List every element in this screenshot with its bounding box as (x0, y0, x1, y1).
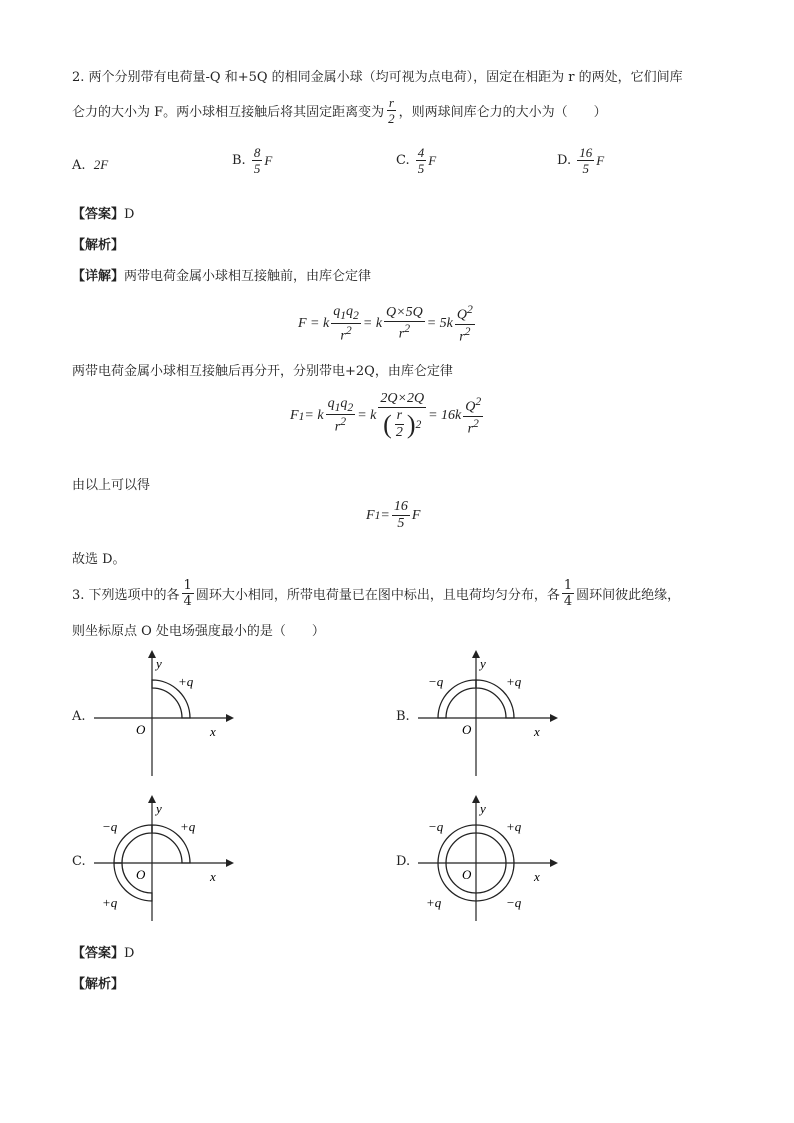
quarter-fraction (562, 579, 574, 608)
charge-label: +q (178, 674, 194, 689)
charge-label: +q (426, 895, 442, 910)
origin-label: O (136, 722, 146, 737)
y-axis-label: y (480, 801, 486, 816)
option-fraction (577, 146, 594, 175)
q2-answer (72, 203, 134, 222)
result-formula: F 1 = $\frac{16}{5}$ F (366, 499, 421, 531)
q3-answer (72, 942, 134, 961)
y-axis-label: y (480, 656, 486, 671)
answer-value: D (124, 207, 135, 222)
y-axis-arrow-icon (472, 650, 480, 658)
q2-distance-fraction (386, 96, 397, 125)
fraction-numerator: 1 (183, 578, 192, 593)
figure-d-label: D. (396, 854, 411, 869)
y-axis-label: y (156, 656, 162, 671)
x-axis-arrow-icon (550, 714, 558, 722)
charge-label: −q (102, 819, 118, 834)
option-label: A. (72, 158, 86, 173)
fraction-denominator: 5 (582, 161, 589, 176)
x-axis-label: x (210, 724, 216, 739)
fraction-numerator: 8 (253, 145, 261, 160)
fraction-denominator: 5 (417, 161, 425, 176)
charge-label: +q (180, 819, 196, 834)
y-axis-arrow-icon (472, 795, 480, 803)
q2-stem-line1: 2. 两个分别带有电荷量-Q 和+5Q 的相同金属小球（均可视为点电荷），固定在相距为 r 的两处，它们间库 (72, 70, 683, 85)
q2-conclusion-text: 由以上可以得 (72, 478, 151, 493)
x-axis-arrow-icon (226, 859, 234, 867)
fraction-numerator: 16 (579, 145, 593, 160)
figure-c-label: C. (72, 854, 86, 869)
fraction-numerator: r (388, 95, 394, 110)
origin-label: O (462, 867, 472, 882)
q3-stem-part-c: 圆环间彼此绝缘， (576, 588, 681, 603)
answer-tag: 【答案】 (72, 207, 125, 222)
q2-stem-line2-b: ，则两球间库仑力的大小为（ ） (398, 105, 607, 120)
origin-label: O (462, 722, 472, 737)
q3-stem-line2: 则坐标原点 O 处电场强度最小的是（ ） (72, 624, 325, 639)
answer-tag: 【答案】 (72, 946, 125, 961)
quarter-ring-q3 (114, 863, 152, 901)
q2-option-d (557, 146, 604, 175)
q2-detail (72, 265, 371, 284)
q3-stem-part-a: 3. 下列选项中的各 (72, 588, 180, 603)
q2-option-c (396, 146, 436, 175)
q2-option-b (232, 146, 272, 175)
figure-a-diagram (86, 648, 236, 783)
q2-select-text: 故选 D。 (72, 552, 126, 567)
option-fraction (252, 146, 263, 175)
option-label: C. (396, 153, 410, 168)
figure-b-label: B. (396, 709, 410, 724)
detail-tag: 【详解】 (72, 269, 125, 284)
q2-after-contact-text: 两带电荷金属小球相互接触后再分开，分别带电+2Q，由库仑定律 (72, 364, 453, 379)
figure-b-diagram (410, 648, 560, 783)
q2-analysis-tag: 【解析】 (72, 238, 125, 253)
charge-label: +q (506, 674, 522, 689)
charge-label: +q (102, 895, 118, 910)
fraction-numerator: 4 (417, 145, 425, 160)
option-unit: F (596, 152, 605, 168)
detail-text: 两带电荷金属小球相互接触前，由库仑定律 (124, 269, 372, 284)
quarter-ring-q2 (438, 680, 476, 718)
x-axis-label: x (210, 869, 216, 884)
fraction-denominator: 4 (183, 594, 192, 609)
figure-a-label: A. (72, 709, 86, 724)
q2-stem-line2 (72, 96, 607, 125)
answer-value: D (124, 946, 135, 961)
q2-stem-line2-a: 仑力的大小为 F。两小球相互接触后将其固定距离变为 (72, 105, 385, 120)
fraction-denominator: 4 (563, 594, 573, 609)
fraction-denominator: 5 (253, 161, 261, 176)
x-axis-label: x (534, 869, 540, 884)
charge-label: −q (428, 819, 444, 834)
option-value: 2F (93, 157, 109, 172)
y-axis-arrow-icon (148, 795, 156, 803)
option-label: B. (232, 153, 246, 168)
quarter-fraction (182, 579, 194, 608)
option-unit: F (264, 152, 273, 168)
figure-d-diagram (410, 793, 560, 928)
charge-label: −q (428, 674, 444, 689)
fraction-denominator: 2 (388, 111, 395, 126)
option-label: D. (557, 153, 572, 168)
quarter-ring-q2 (114, 825, 152, 863)
coulomb-formula-before: F = k $\frac{q_1q_2}{r^2}$ = k $\frac{Q\times 5Q}{r^2}$ = 5k $\frac{Q^2}{r^2}$ (298, 303, 473, 345)
x-axis-label: x (534, 724, 540, 739)
y-axis-label: y (156, 801, 162, 816)
fraction-numerator: 1 (563, 578, 573, 593)
x-axis-arrow-icon (550, 859, 558, 867)
q3-stem-line1 (72, 579, 680, 608)
q3-stem-part-b: 圆环大小相同，所带电荷量已在图中标出，且电荷均匀分布，各 (195, 588, 560, 603)
coulomb-formula-after: F 1 = k $\frac{q_1q_2}{r^2}$ = k 2Q×2Q ( $\frac{r}{2}$ ) 2 = 16k $\frac{Q^2}{r^2}$ (290, 391, 482, 440)
charge-label: +q (506, 819, 522, 834)
option-unit: F (428, 152, 437, 168)
y-axis-arrow-icon (148, 650, 156, 658)
q2-option-a (72, 157, 108, 173)
q3-analysis-tag: 【解析】 (72, 977, 125, 992)
origin-label: O (136, 867, 146, 882)
x-axis-arrow-icon (226, 714, 234, 722)
charge-label: −q (506, 895, 522, 910)
option-fraction (416, 146, 427, 175)
figure-c-diagram (86, 793, 236, 928)
